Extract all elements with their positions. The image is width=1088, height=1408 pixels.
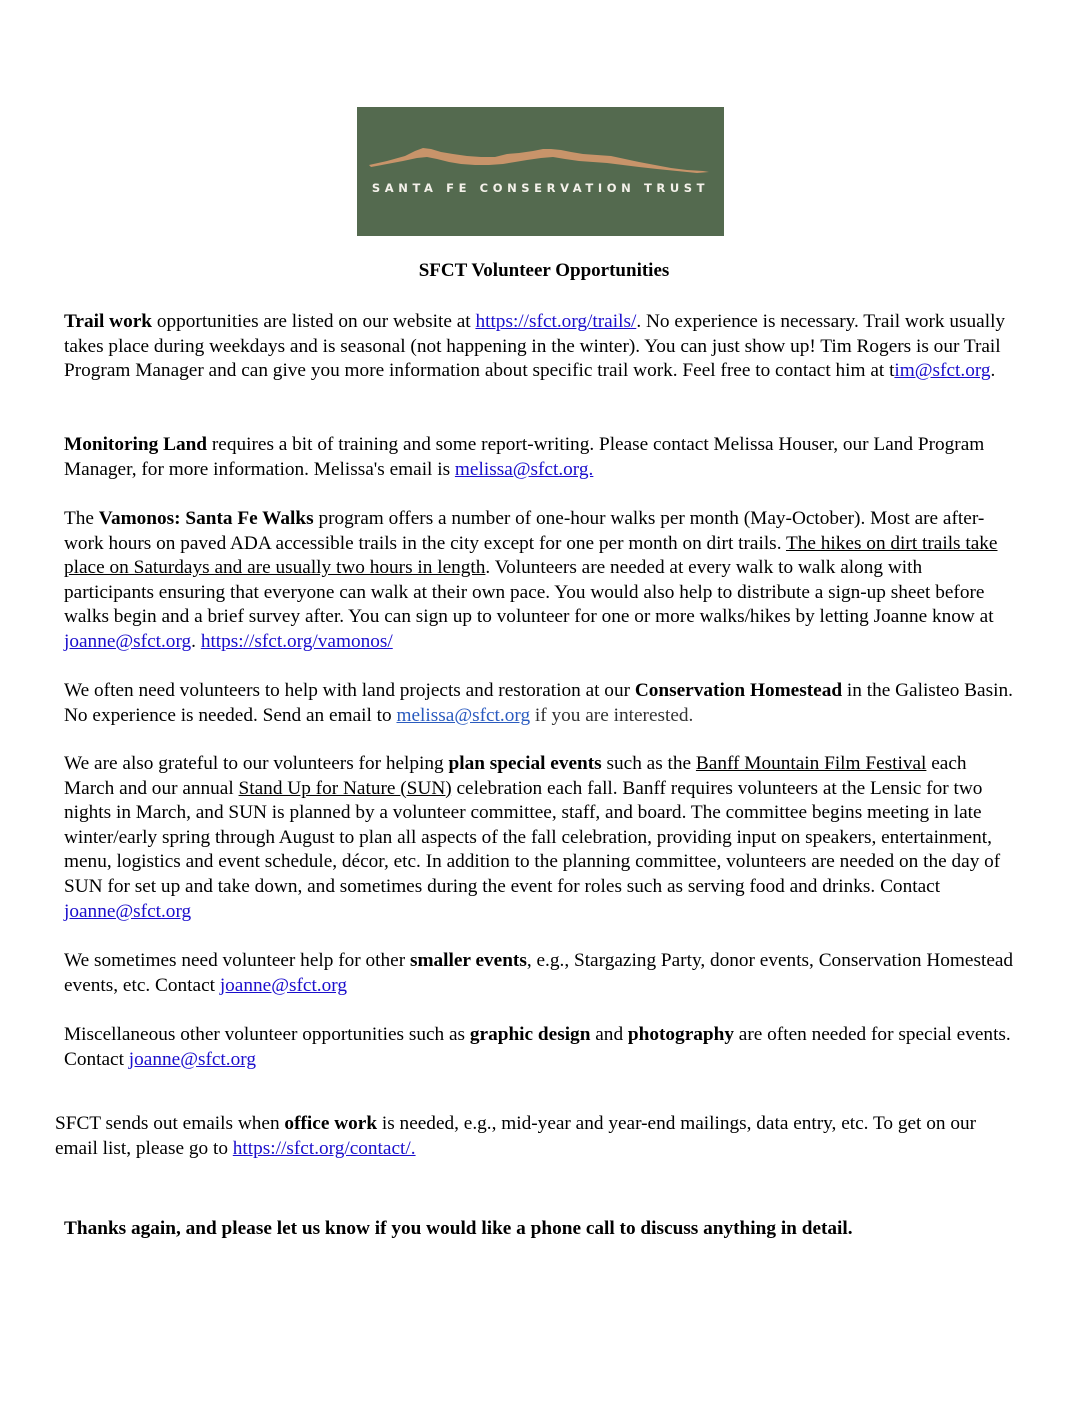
text: requires a bit of training and some report-writing. Please contact Melissa Houser, our Land Program Manager, for more information. Melissa's email is xyxy=(64,434,985,480)
homestead-paragraph xyxy=(64,679,1014,728)
office-work-paragraph xyxy=(55,1112,1015,1161)
text: . Volunteers are needed at every walk to walk along with participants ensuring that everyone can walk at their own pace. You would also help to distribute a sign-up sheet before walks begin and a brief survey after. You can sign up to volunteer for one or more walks/hikes by letting Joanne know at xyxy=(64,557,994,628)
text: in the Galisteo Basin. No experience is needed. Send an email to xyxy=(64,680,1013,726)
melissa-email-link[interactable]: melissa@sfct.org. xyxy=(454,458,594,480)
text: celebration each fall. Banff requires volunteers at the Lensic for two nights in March, and SUN is planned by a volunteer committee, staff, and board. The committee begins meeting in late winter/early spring through August to plan all aspects of the fall celebration, providing input on speakers, entertainment, menu, logistics and event schedule, décor, etc. In addition to the planning committee, volunteers are needed on the day of SUN for set up and take down, and sometimes during the event for roles such as serving food and drinks. Contact xyxy=(64,777,1001,897)
tim-email-link[interactable]: im@sfct.org xyxy=(894,360,991,382)
joanne-email-link[interactable]: joanne@sfct.org xyxy=(128,1048,256,1070)
smaller-events-paragraph xyxy=(64,949,1014,998)
office-work-heading: office work xyxy=(284,1113,378,1134)
text: if you are interested. xyxy=(530,704,694,726)
text: . No experience is necessary. Trail work usually takes place during weekdays and is seasonal (not happening in the winter). You can just show up! Tim Rogers is our Trail Program Manager and can give you more information about specific trail work. Feel free to contact him at t xyxy=(64,311,1006,382)
underlined-note: The hikes on dirt trails take place on Saturdays and are usually two hours in length xyxy=(64,532,998,579)
text: each March and our annual xyxy=(64,753,967,799)
text: opportunities are listed on our website at xyxy=(152,311,476,332)
vamonos-paragraph xyxy=(64,507,1014,655)
text: is needed, e.g., mid-year and year-end mailings, data entry, etc. To get on our email list, please go to xyxy=(55,1113,977,1159)
text: program offers a number of one-hour walks per month (May-October). Most are after-work hours on paved ADA accessible trails in the city except for one per month on dirt trails. xyxy=(64,508,985,554)
text: Miscellaneous other volunteer opportunities such as xyxy=(64,1024,470,1045)
trails-link[interactable]: https://sfct.org/trails/ xyxy=(475,311,637,332)
joanne-email-link[interactable]: joanne@sfct.org xyxy=(64,630,192,652)
misc-paragraph xyxy=(64,1023,1014,1072)
homestead-heading: Conservation Homestead xyxy=(634,680,843,701)
sfct-logo xyxy=(357,107,724,236)
text: We are also grateful to our volunteers for helping xyxy=(64,753,449,774)
joanne-email-link[interactable]: joanne@sfct.org xyxy=(64,900,192,922)
joanne-email-link[interactable]: joanne@sfct.org xyxy=(219,974,347,996)
text: such as the xyxy=(601,753,696,774)
special-events-heading: plan special events xyxy=(448,753,602,774)
text: We sometimes need volunteer help for other xyxy=(64,950,410,971)
page-title: SFCT Volunteer Opportunities xyxy=(418,260,670,281)
trail-work-heading: Trail work xyxy=(64,311,153,332)
contact-link[interactable]: https://sfct.org/contact/. xyxy=(232,1137,416,1159)
text: are often needed for special events. Contact xyxy=(64,1024,1011,1070)
text: , e.g., Stargazing Party, donor events, Conservation Homestead events, etc. Contact xyxy=(64,950,1014,996)
vamonos-link[interactable]: https://sfct.org/vamonos/ xyxy=(200,630,393,652)
monitoring-land-heading: Monitoring Land xyxy=(64,434,208,455)
sun-event-name: Stand Up for Nature (SUN) xyxy=(238,777,452,799)
melissa-email-link[interactable]: melissa@sfct.org xyxy=(396,704,531,726)
closing-note: Thanks again, and please let us know if you would like a phone call to discuss anything in detail. xyxy=(64,1218,853,1239)
monitoring-land-paragraph xyxy=(64,433,1014,482)
text: and xyxy=(590,1024,628,1045)
text: SFCT sends out emails when xyxy=(55,1113,285,1134)
smaller-events-heading: smaller events xyxy=(409,950,527,971)
logo-org-name: SANTA FE CONSERVATION TRUST xyxy=(371,181,710,195)
vamonos-heading: Vamonos: Santa Fe Walks xyxy=(98,508,314,529)
text: The xyxy=(64,508,99,529)
text: We often need volunteers to help with land projects and restoration at our xyxy=(64,680,635,701)
text: . xyxy=(191,630,201,652)
trail-work-paragraph xyxy=(64,310,1014,384)
text: . xyxy=(990,360,996,382)
banff-festival-name: Banff Mountain Film Festival xyxy=(695,753,927,774)
mountain-ridge-icon xyxy=(357,107,724,236)
special-events-paragraph xyxy=(64,752,1014,924)
photography-heading: photography xyxy=(627,1024,734,1045)
graphic-design-heading: graphic design xyxy=(469,1024,591,1045)
